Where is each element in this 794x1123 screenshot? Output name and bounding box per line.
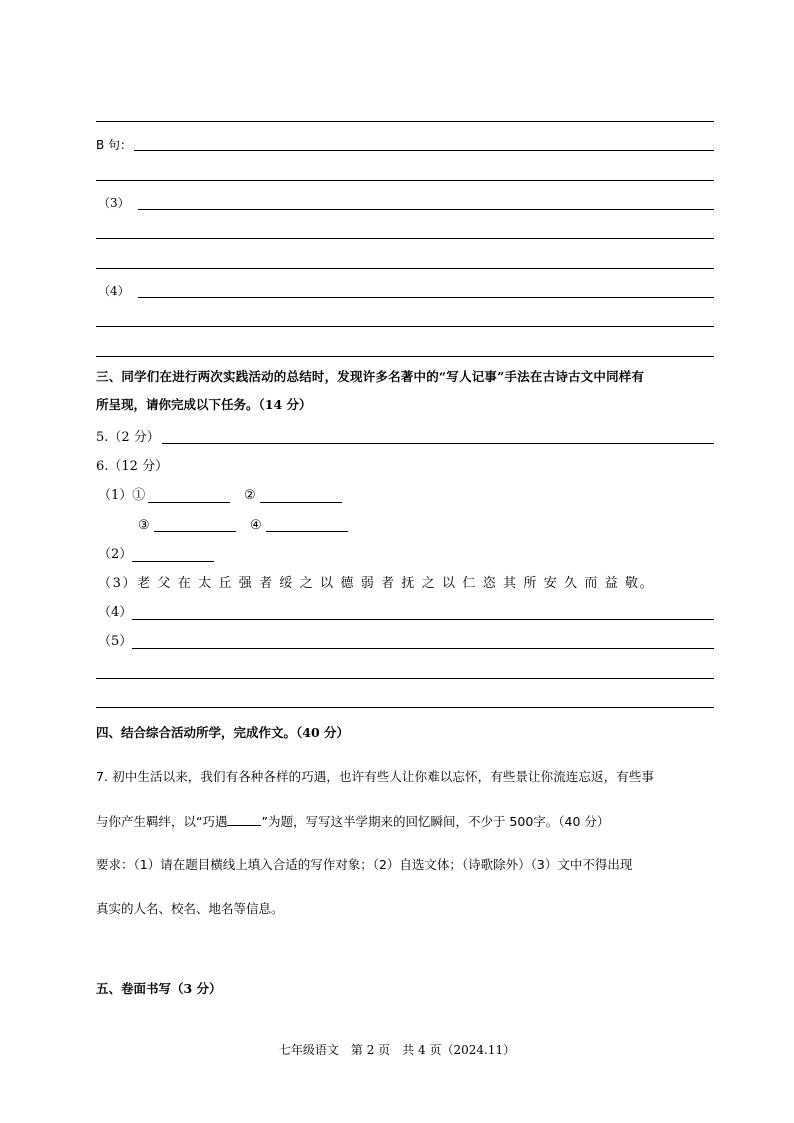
q7-line2-part1: 与你产生羁绊，以“巧遇 [96, 814, 228, 829]
q7-line1: 7. 初中生活以来，我们有各种各样的巧遇，也许有些人让你难以忘怀，有些景让你流连忘返，有些事 [96, 769, 655, 784]
item3-label: （3） [98, 196, 130, 210]
q6-1-label: （1）① [98, 488, 146, 503]
item4-label: （4） [98, 284, 130, 298]
requirements-line2: 真实的人名、校名、地名等信息。 [96, 901, 284, 916]
b-sentence-answer-line[interactable] [134, 150, 714, 151]
q6-4-answer-line[interactable] [132, 619, 714, 620]
q5-label: 5.（2 分） [96, 430, 160, 445]
page-footer: 七年级语文 第 2 页 共 4 页（2024.11） [278, 1043, 516, 1057]
answer-line[interactable] [96, 180, 714, 181]
q6-2-blank[interactable] [132, 561, 214, 562]
q6-1-mark-3: ③ [138, 518, 150, 533]
q6-2-label: （2） [98, 547, 133, 562]
q6-1-blank-2[interactable] [260, 502, 342, 503]
item3-answer-line[interactable] [138, 209, 714, 210]
section4-heading: 四、结合综合活动所学，完成作文。（40 分） [96, 725, 349, 740]
q7-line2-part2: ”为题，写写这半学期来的回忆瞬间，不少于 500字。（40 分） [261, 814, 610, 829]
q6-3-text: （3）老 父 在 太 丘 强 者 绥 之 以 德 弱 者 抚 之 以 仁 恣 其 所 安 久 而 益 敬。 [98, 576, 655, 591]
q6-1-blank-1[interactable] [148, 502, 230, 503]
section3-heading-line2: 所呈现，请你完成以下任务。（14 分） [96, 397, 312, 412]
b-sentence-label: B 句： [96, 138, 133, 152]
answer-line[interactable] [96, 356, 714, 357]
answer-line[interactable] [96, 707, 714, 708]
answer-line[interactable] [96, 268, 714, 269]
section3-heading-line1: 三、同学们在进行两次实践活动的总结时，发现许多名著中的“写人记事”手法在古诗古文中同样有 [96, 369, 645, 384]
answer-line[interactable] [96, 238, 714, 239]
section5-heading: 五、卷面书写（3 分） [96, 981, 222, 996]
answer-line[interactable] [96, 678, 714, 679]
q6-1-mark-4: ④ [250, 518, 262, 533]
q6-1-blank-4[interactable] [266, 531, 348, 532]
answer-line[interactable] [96, 121, 714, 122]
q5-answer-line[interactable] [162, 443, 714, 444]
item4-answer-line[interactable] [138, 297, 714, 298]
answer-line[interactable] [96, 326, 714, 327]
q7-title-blank[interactable] [227, 813, 261, 826]
q6-5-label: （5） [98, 634, 133, 649]
requirements-line1: 要求：（1）请在题目横线上填入合适的写作对象；（2）自选文体；（诗歌除外）（3）文中不得出现 [96, 857, 633, 872]
q6-1-blank-3[interactable] [154, 531, 236, 532]
q6-5-answer-line[interactable] [132, 648, 714, 649]
q6-1-mark-2: ② [244, 488, 256, 503]
q7-line2 [96, 813, 609, 830]
q6-label: 6.（12 分） [96, 459, 169, 474]
q6-4-label: （4） [98, 605, 133, 620]
